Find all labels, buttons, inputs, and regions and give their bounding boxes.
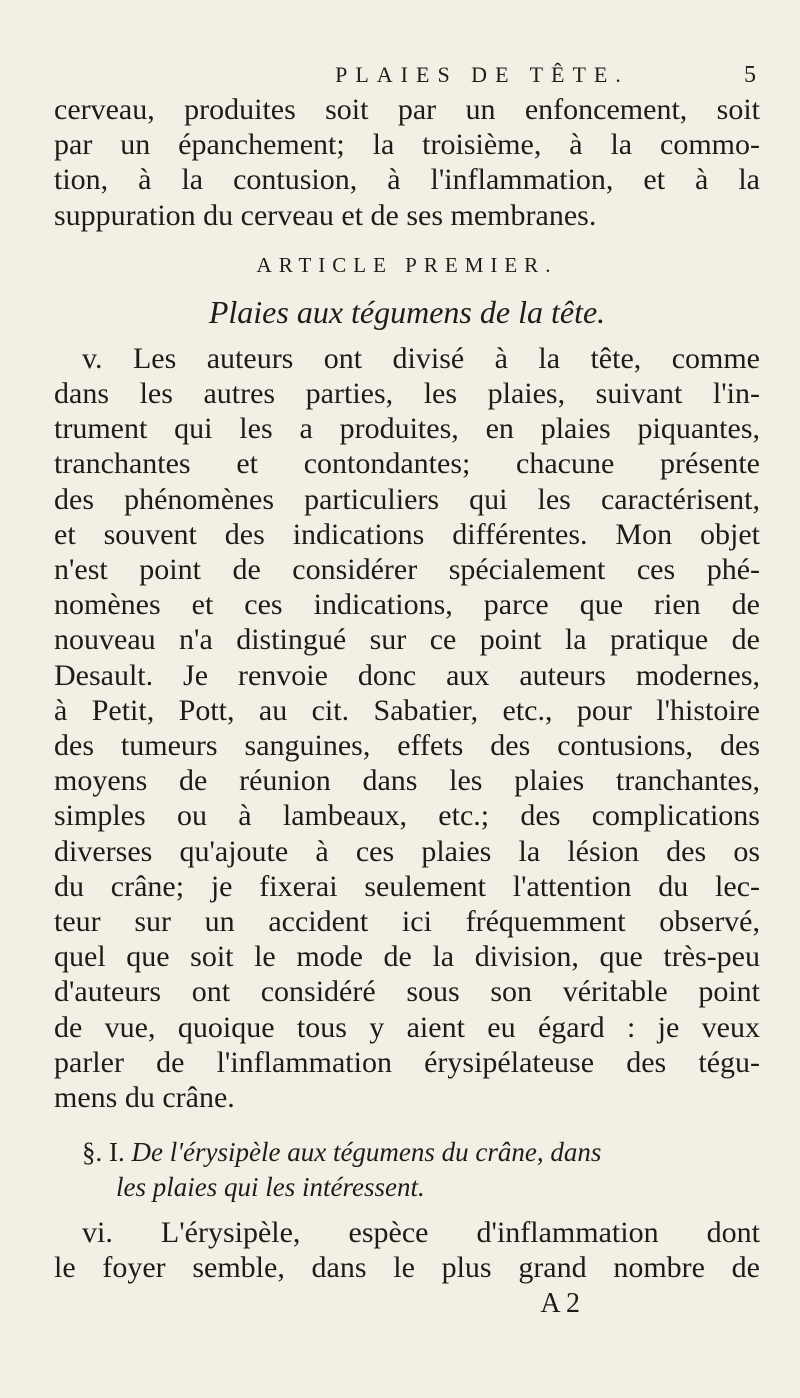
text-line: Desault. Je renvoie donc aux auteurs modernes, (54, 658, 760, 692)
text-line: quel que soit le mode de la division, que très-peu (54, 940, 760, 974)
text-line: simples ou à lambeaux, etc.; des complications (54, 799, 760, 833)
text-line: tranchantes et contondantes; chacune présente (54, 447, 760, 481)
text-line: et souvent des indications différentes. Mon objet (54, 517, 760, 551)
text-line: nomènes et ces indications, parce que rien de (54, 588, 760, 622)
article-title: ARTICLE PREMIER. (256, 252, 558, 277)
page-header (54, 62, 760, 92)
text-line: diverses qu'ajoute à ces plaies la lésion des os (54, 834, 760, 868)
text-line: par un épanchement; la troisième, à la commo- (54, 128, 760, 162)
text-line: trument qui les a produites, en plaies piquantes, (54, 412, 760, 446)
text-line: v. Les auteurs ont divisé à la tête, comme (82, 341, 760, 375)
text-line: à Petit, Pott, au cit. Sabatier, etc., pour l'histoire (54, 693, 760, 727)
section-sign: §. I. (82, 1137, 125, 1168)
text-line: tion, à la contusion, à l'inflammation, et à la (54, 163, 760, 197)
text-line: nouveau n'a distingué sur ce point la pratique de (54, 623, 760, 657)
text-line: n'est point de considérer spécialement ces phé- (54, 553, 760, 587)
text-line: dans les autres parties, les plaies, suivant l'in- (54, 377, 760, 411)
text-line: vi. L'érysipèle, espèce d'inflammation dont (82, 1216, 760, 1250)
intro-text (54, 92, 760, 233)
page-number: 5 (744, 62, 756, 88)
text-line: du crâne; je fixerai seulement l'attention du lec- (54, 869, 760, 903)
subsection-title-line1: De l'érysipèle aux tégumens du crâne, dans (131, 1137, 602, 1168)
paragraph-vi (54, 1215, 760, 1285)
text-line: de vue, quoique tous y aient eu égard : je veux (54, 1010, 760, 1044)
text-line: des tumeurs sanguines, effets des contusions, des (54, 729, 760, 763)
paragraph-v (54, 341, 760, 1115)
text-line: teur sur un accident ici fréquemment observé, (54, 905, 760, 939)
text-line: moyens de réunion dans les plaies tranchantes, (54, 764, 760, 798)
text-line: des phénomènes particuliers qui les caractérisent, (54, 482, 760, 516)
text-line: mens du crâne. (54, 1081, 235, 1115)
section-title: Plaies aux tégumens de la tête. (208, 293, 606, 330)
text-line: cerveau, produites soit par un enfoncement, soit (54, 93, 760, 126)
text-line: le foyer semble, dans le plus grand nombre de (54, 1251, 760, 1285)
text-line: suppuration du cerveau et de ses membranes. (54, 198, 597, 232)
subsection-heading (54, 1137, 760, 1168)
subsection-title-line2: les plaies qui les intéressent. (116, 1172, 425, 1203)
running-title: PLAIES DE TÊTE. (335, 62, 629, 87)
signature-mark: A 2 (540, 1287, 580, 1319)
text-line: parler de l'inflammation érysipélateuse des tégu- (54, 1045, 760, 1079)
text-line: d'auteurs ont considéré sous son véritable point (54, 975, 760, 1009)
